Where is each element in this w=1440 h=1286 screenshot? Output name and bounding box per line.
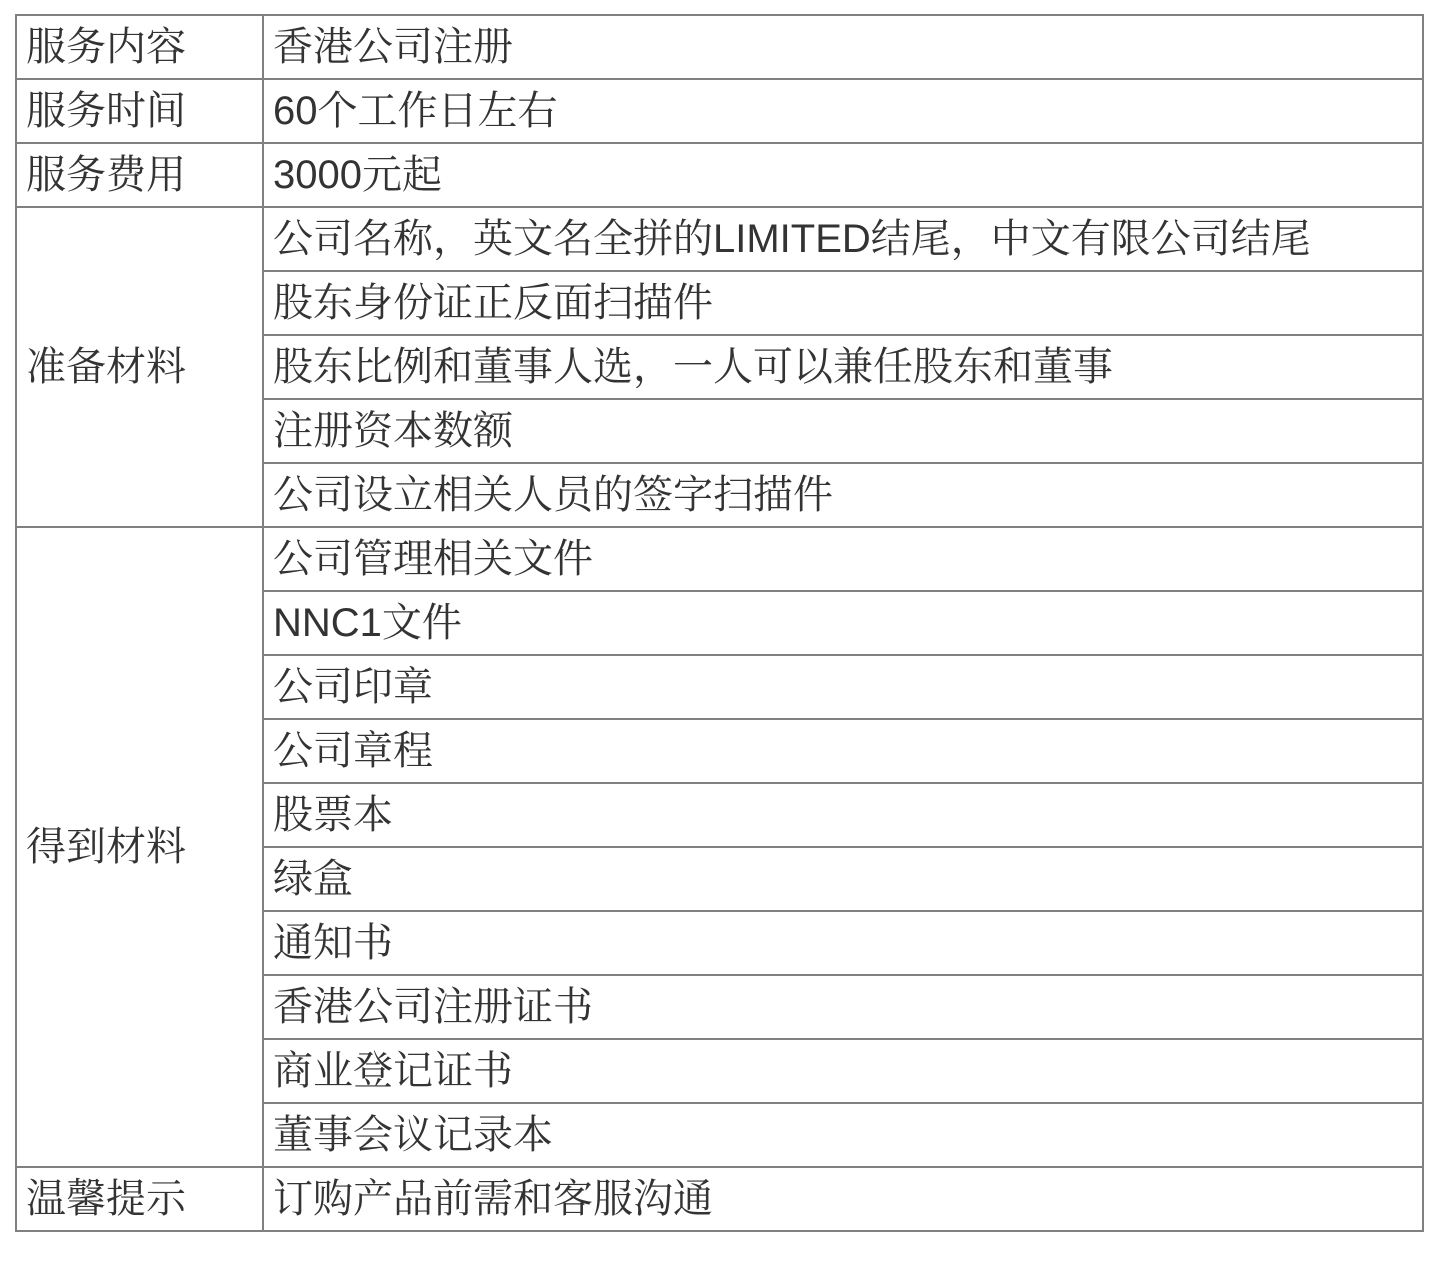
table-row-prepare-materials — [16, 207, 1423, 271]
row-value-reminder: 订购产品前需和客服沟通 — [263, 1167, 1423, 1231]
row-value-service-content: 香港公司注册 — [263, 15, 1423, 79]
prepare-material-item: 股东身份证正反面扫描件 — [263, 271, 1423, 335]
row-value-service-time: 60个工作日左右 — [263, 79, 1423, 143]
row-label-service-content: 服务内容 — [16, 15, 263, 79]
table-row-service-content — [16, 15, 1423, 79]
received-material-item: 董事会议记录本 — [263, 1103, 1423, 1167]
received-material-item: 通知书 — [263, 911, 1423, 975]
service-info-table — [15, 14, 1424, 1232]
received-material-item: NNC1文件 — [263, 591, 1423, 655]
prepare-material-item: 注册资本数额 — [263, 399, 1423, 463]
received-material-item: 商业登记证书 — [263, 1039, 1423, 1103]
table-row-received-materials — [16, 527, 1423, 591]
row-value-service-fee: 3000元起 — [263, 143, 1423, 207]
table-row-reminder — [16, 1167, 1423, 1231]
table-row-service-fee — [16, 143, 1423, 207]
row-label-reminder: 温馨提示 — [16, 1167, 263, 1231]
received-material-item: 公司章程 — [263, 719, 1423, 783]
row-label-service-time: 服务时间 — [16, 79, 263, 143]
received-material-item: 香港公司注册证书 — [263, 975, 1423, 1039]
row-label-received-materials: 得到材料 — [16, 527, 263, 1167]
prepare-material-item: 公司名称，英文名全拼的LIMITED结尾，中文有限公司结尾 — [263, 207, 1423, 271]
row-label-prepare-materials: 准备材料 — [16, 207, 263, 527]
table-row-service-time — [16, 79, 1423, 143]
received-material-item: 绿盒 — [263, 847, 1423, 911]
prepare-material-item: 公司设立相关人员的签字扫描件 — [263, 463, 1423, 527]
prepare-material-item: 股东比例和董事人选，一人可以兼任股东和董事 — [263, 335, 1423, 399]
row-label-service-fee: 服务费用 — [16, 143, 263, 207]
received-material-item: 公司管理相关文件 — [263, 527, 1423, 591]
received-material-item: 股票本 — [263, 783, 1423, 847]
received-material-item: 公司印章 — [263, 655, 1423, 719]
